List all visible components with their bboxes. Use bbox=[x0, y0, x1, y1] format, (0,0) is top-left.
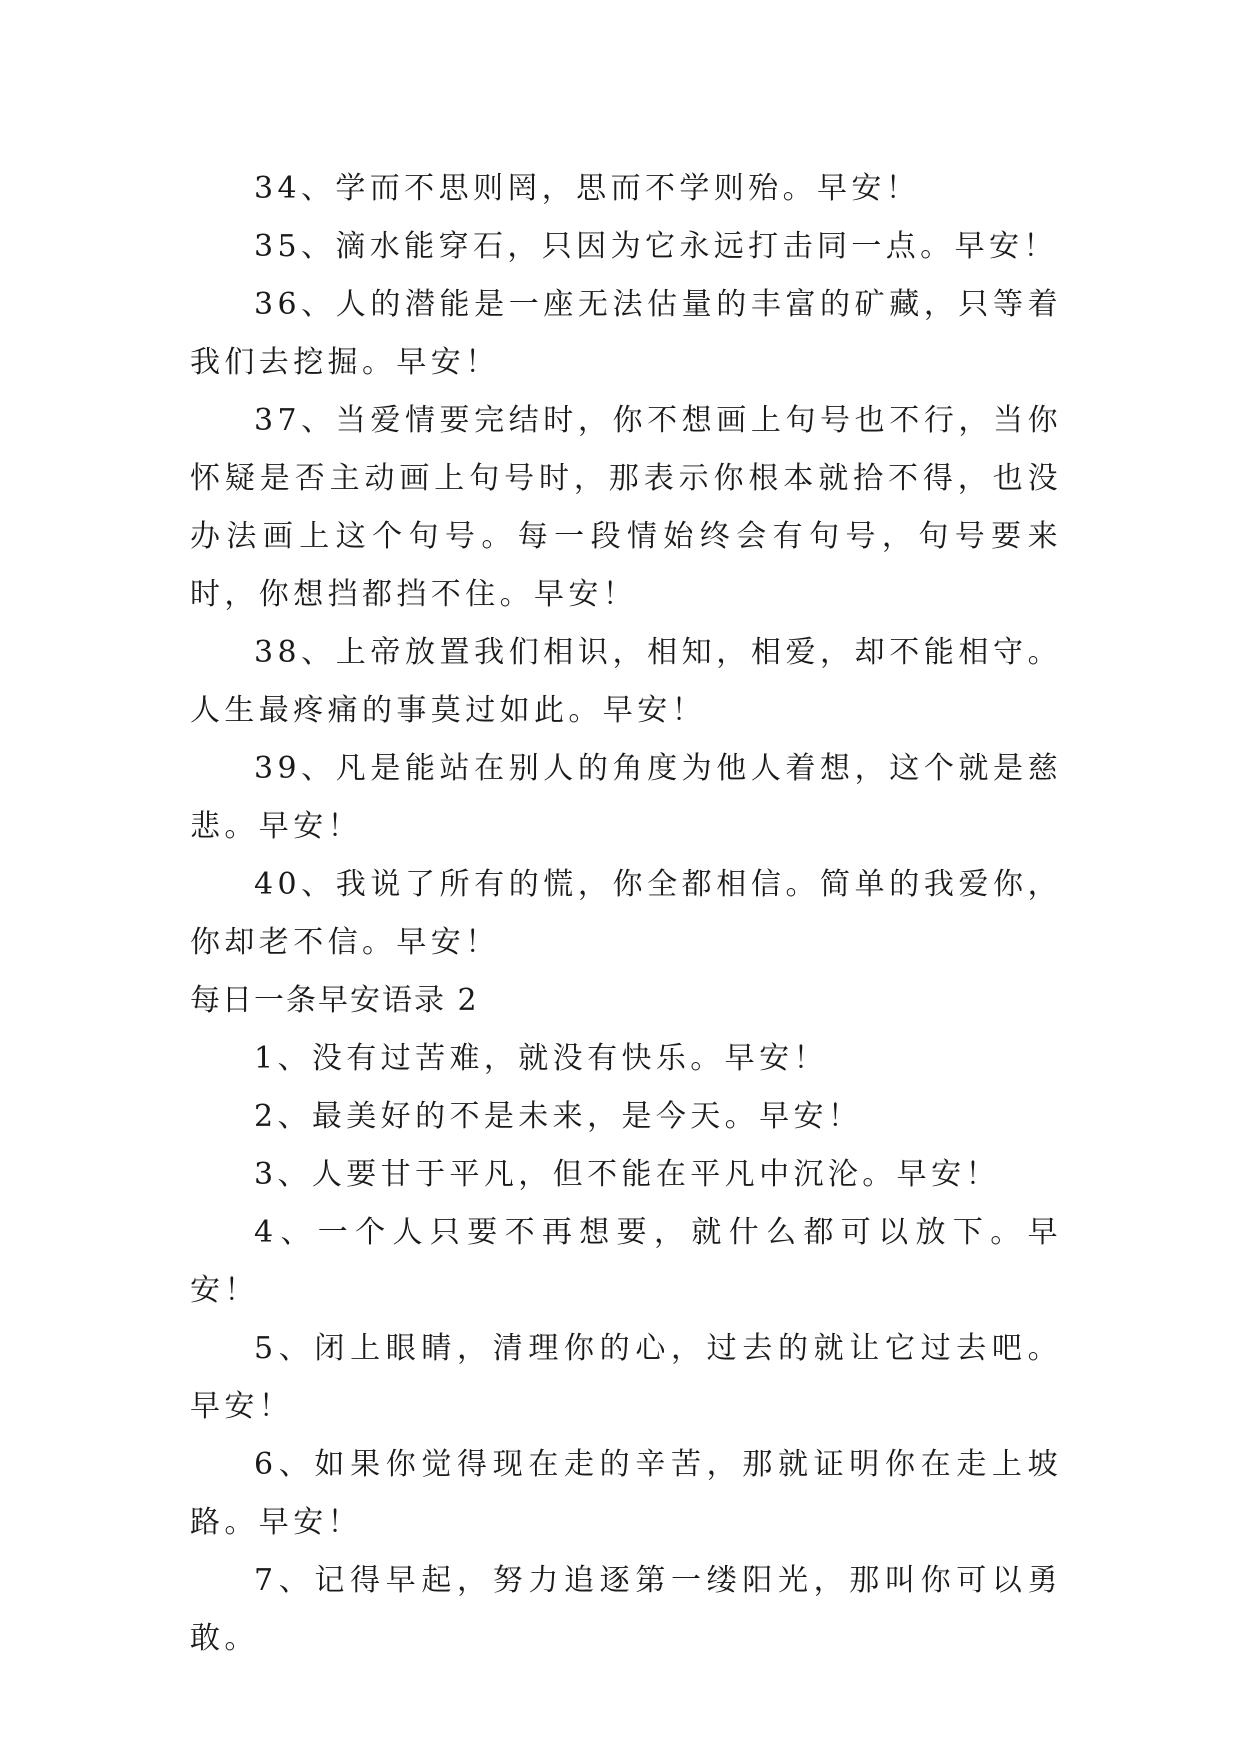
quote-paragraph-40: 40、我说了所有的慌，你全都相信。简单的我爱你，你却老不信。早安！ bbox=[190, 867, 1062, 960]
quote-paragraph-34: 34、学而不思则罔，思而不学则殆。早安！ bbox=[254, 171, 921, 206]
quote-paragraph-5: 5、闭上眼睛，清理你的心，过去的就让它过去吧。早安！ bbox=[190, 1331, 1062, 1424]
quote-paragraph-6: 6、如果你觉得现在走的辛苦，那就证明你在走上坡路。早安！ bbox=[190, 1447, 1062, 1540]
document-page bbox=[190, 160, 1062, 1668]
quote-paragraph-37: 37、当爱情要完结时，你不想画上句号也不行，当你怀疑是否主动画上句号时，那表示你根本就拾不得，也没办法画上这个句号。每一段情始终会有句号，句号要来时，你想挡都挡不住。早安！ bbox=[190, 403, 1062, 612]
quote-paragraph-35: 35、滴水能穿石，只因为它永远打击同一点。早安！ bbox=[254, 229, 1058, 264]
quote-paragraph-1: 1、没有过苦难，就没有快乐。早安！ bbox=[254, 1041, 828, 1076]
quote-paragraph-39: 39、凡是能站在别人的角度为他人着想，这个就是慈悲。早安！ bbox=[190, 751, 1062, 844]
section-heading: 每日一条早安语录 2 bbox=[190, 983, 479, 1018]
quote-paragraph-2: 2、最美好的不是未来，是今天。早安！ bbox=[254, 1099, 863, 1134]
quote-paragraph-36: 36、人的潜能是一座无法估量的丰富的矿藏，只等着我们去挖掘。早安！ bbox=[190, 287, 1062, 380]
quote-paragraph-38: 38、上帝放置我们相识，相知，相爱，却不能相守。人生最疼痛的事莫过如此。早安！ bbox=[190, 635, 1062, 728]
quote-paragraph-7: 7、记得早起，努力追逐第一缕阳光，那叫你可以勇敢。 bbox=[190, 1563, 1062, 1656]
quote-paragraph-3: 3、人要甘于平凡，但不能在平凡中沉沦。早安！ bbox=[254, 1157, 1000, 1192]
quote-paragraph-4: 4、一个人只要不再想要，就什么都可以放下。早安！ bbox=[190, 1215, 1062, 1308]
